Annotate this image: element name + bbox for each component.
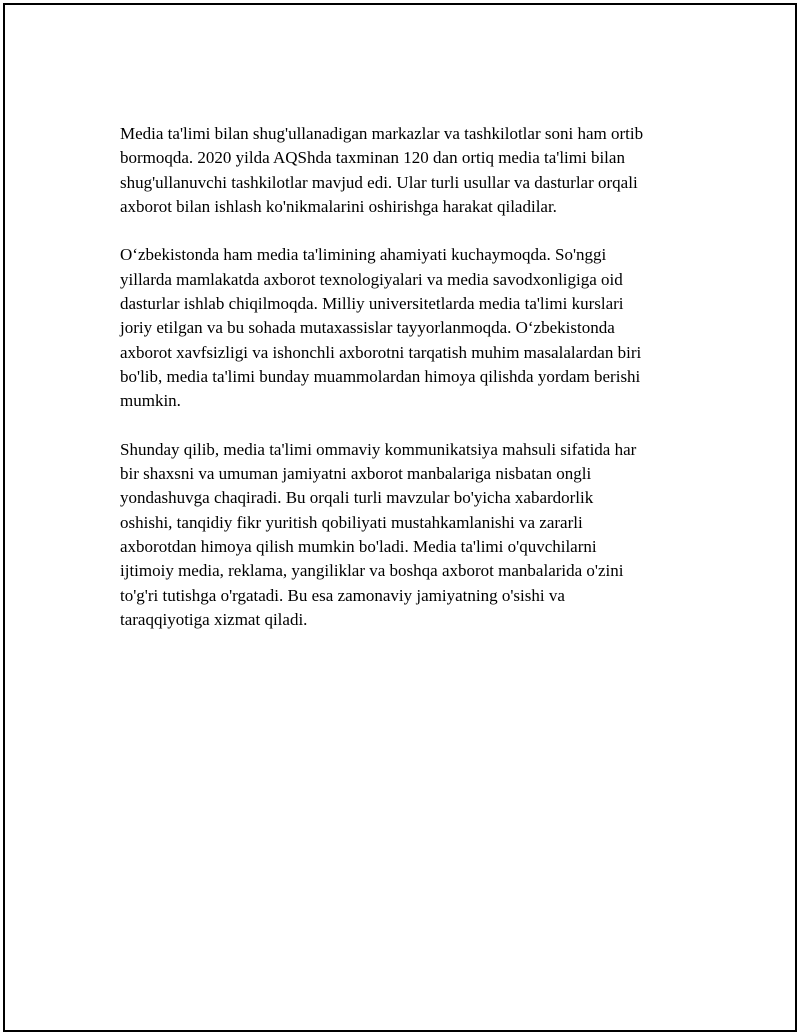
text-line: axborot bilan ishlash ko'nikmalarini oshirishga harakat qiladilar. xyxy=(120,196,557,216)
document-body xyxy=(120,122,680,657)
text-line: bir shaxsni va umuman jamiyatni axborot manbalariga nisbatan ongli xyxy=(120,464,592,484)
text-line: joriy etilgan va bu sohada mutaxassislar tayyorlanmoqda. O‘zbekistonda xyxy=(120,318,615,338)
text-line: to'g'ri tutishga o'rgatadi. Bu esa zamonaviy jamiyatning o'sishi va xyxy=(120,585,565,605)
text-line: O‘zbekistonda ham media ta'limining ahamiyati kuchaymoqda. So'nggi xyxy=(120,245,607,265)
text-line: bo'lib, media ta'limi bunday muammolardan himoya qilishda yordam berishi xyxy=(120,366,641,386)
text-line: Media ta'limi bilan shug'ullanadigan markazlar va tashkilotlar soni ham ortib xyxy=(120,124,644,143)
text-line: axborotdan himoya qilish mumkin bo'ladi. Media ta'limi o'quvchilarni xyxy=(120,537,597,557)
document-page xyxy=(3,3,797,1032)
paragraph-uzbekistan-media-education xyxy=(120,243,680,413)
paragraph-conclusion xyxy=(120,438,680,632)
text-line: oshishi, tanqidiy fikr yuritish qobiliyati mustahkamlanishi va zararli xyxy=(120,512,583,532)
text-line: ijtimoiy media, reklama, yangiliklar va boshqa axborot manbalarida o'zini xyxy=(120,561,624,581)
text-line: yillarda mamlakatda axborot texnologiyalari va media savodxonligiga oid xyxy=(120,269,623,289)
text-line: mumkin. xyxy=(120,391,181,411)
text-line: axborot xavfsizligi va ishonchli axborotni tarqatish muhim masalalardan biri xyxy=(120,342,642,362)
text-line: shug'ullanuvchi tashkilotlar mavjud edi. Ular turli usullar va dasturlar orqali xyxy=(120,172,638,192)
text-line: yondashuvga chaqiradi. Bu orqali turli mavzular bo'yicha xabardorlik xyxy=(120,488,594,508)
text-line: bormoqda. 2020 yilda AQShda taxminan 120 dan ortiq media ta'limi bilan xyxy=(120,148,625,168)
text-line: taraqqiyotiga xizmat qiladi. xyxy=(120,609,308,629)
text-line: Shunday qilib, media ta'limi ommaviy kommunikatsiya mahsuli sifatida har xyxy=(120,439,637,459)
paragraph-media-education-organizations xyxy=(120,122,680,219)
text-line: dasturlar ishlab chiqilmoqda. Milliy universitetlarda media ta'limi kurslari xyxy=(120,294,624,314)
